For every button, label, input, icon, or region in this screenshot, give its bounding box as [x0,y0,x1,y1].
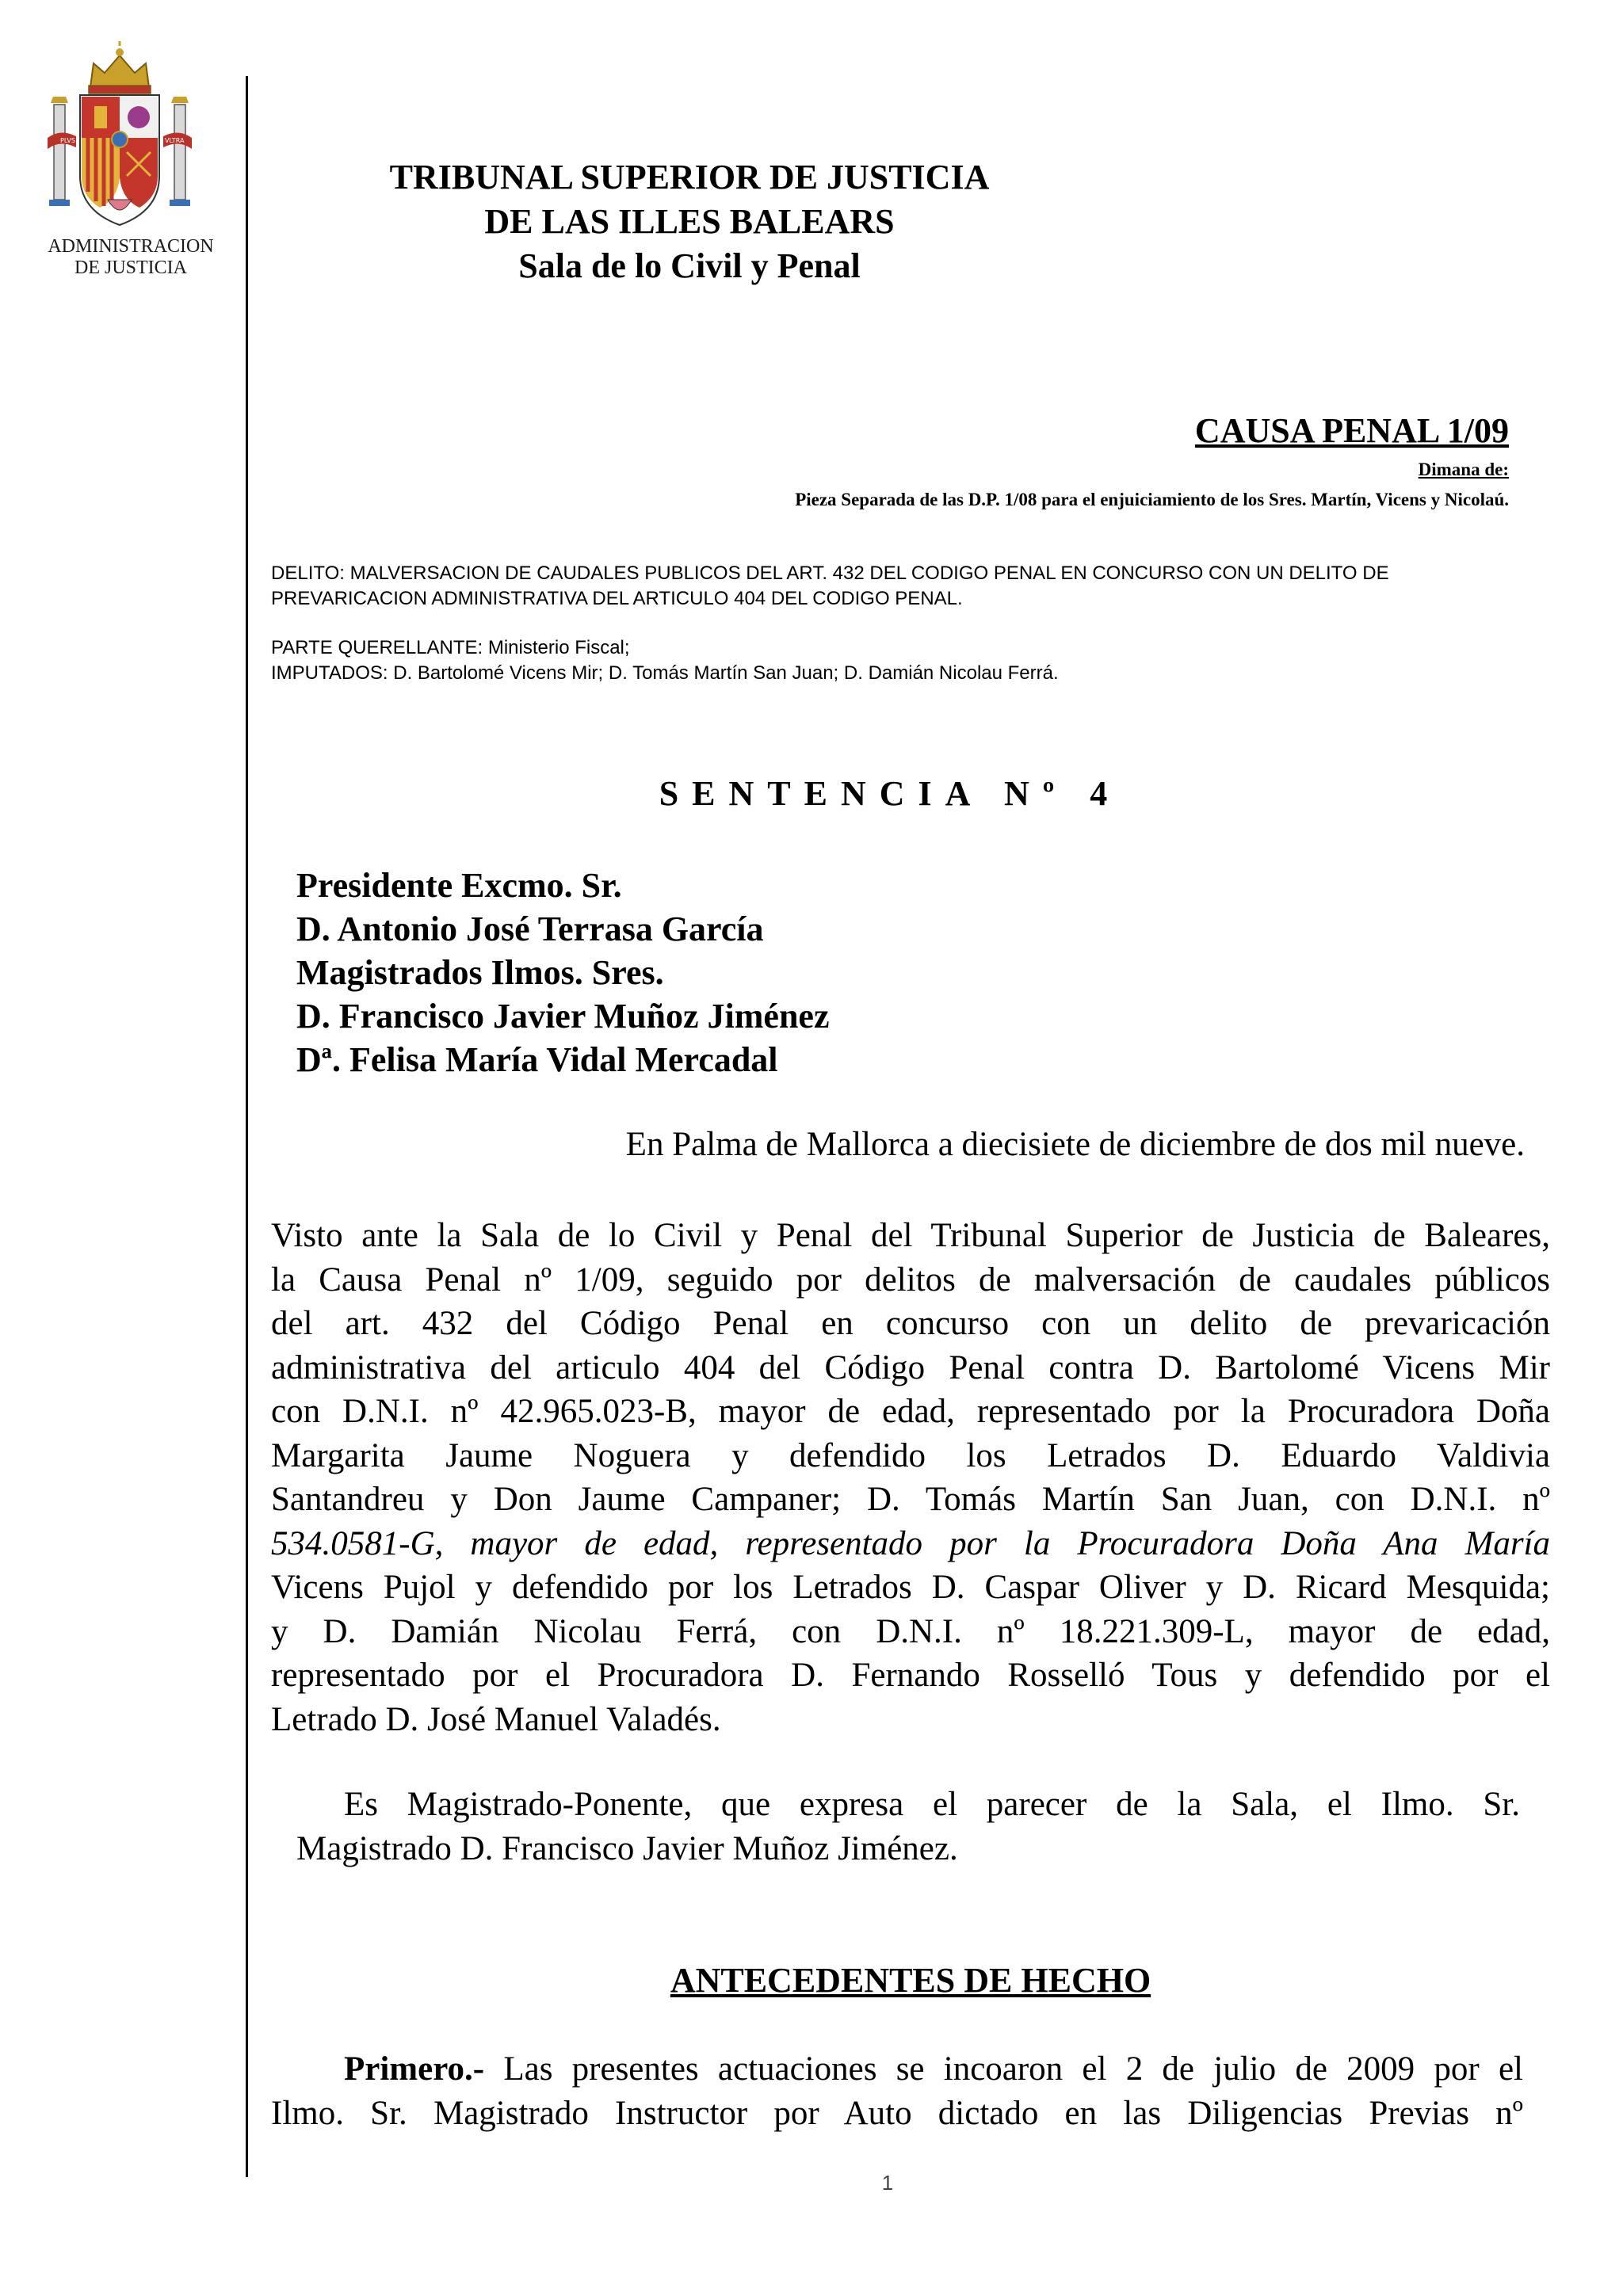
case-origin-detail: Pieza Separada de las D.P. 1/08 para el enjuiciamiento de los Sres. Martín, Vicens y Nicolaú. [795,490,1509,509]
paragraph-line: Ilmo. Sr. Magistrado Instructor por Auto dictado en las Diligencias Previas nº [271,2094,1523,2132]
judge-line: D. Francisco Javier Muñoz Jiménez [296,997,830,1035]
crest-graphic [44,41,195,239]
primero-label: Primero.- [344,2050,485,2088]
paragraph-line: Visto ante la Sala de lo Civil y Penal del Tribunal Superior de Justicia de Baleares, [271,1217,1550,1254]
judge-line: Magistrados Ilmos. Sres. [296,953,664,992]
paragraph-line: Margarita Jaume Noguera y defendido los Letrados D. Eduardo Valdivia [271,1436,1550,1474]
crest-motto-left: PLVS [60,137,75,144]
judge-line: Dª. Felisa María Vidal Mercadal [296,1040,778,1079]
paragraph-line: Letrado D. José Manuel Valadés. [271,1700,721,1738]
page-number: 1 [881,2171,894,2195]
judges-list [296,864,829,1081]
section-heading: ANTECEDENTES DE HECHO [670,1961,1151,2000]
paragraph-line: representado por el Procuradora D. Fernando Rosselló Tous y defendido por el [271,1657,1550,1694]
sentence-title: SENTENCIA Nº 4 [659,774,1121,813]
court-name-line-1: TRIBUNAL SUPERIOR DE JUSTICIA [389,158,990,196]
paragraph-line: Es Magistrado-Ponente, que expresa el parecer de la Sala, el Ilmo. Sr. [344,1786,1520,1823]
paragraph-line: la Causa Penal nº 1/09, seguido por delitos de malversación de caudales públicos [271,1261,1550,1299]
admin-label-line-1: ADMINISTRACION [48,236,214,257]
paragraph-line: Santandreu y Don Jaume Campaner; D. Tomás Martín San Juan, con D.N.I. nº [271,1481,1550,1518]
paragraph-line: del art. 432 del Código Penal en concurso con un delito de prevaricación [271,1305,1550,1342]
court-chamber: Sala de lo Civil y Penal [518,246,861,285]
plaintiff-line: PARTE QUERELLANTE: Ministerio Fiscal; [271,637,630,658]
admin-label-line-2: DE JUSTICIA [74,257,187,278]
paragraph-line: 534.0581-G, mayor de edad, representado por la Procuradora Doña Ana María [271,1524,1550,1562]
case-title: CAUSA PENAL 1/09 [1194,411,1509,450]
paragraph-line: administrativa del articulo 404 del Código Penal contra D. Bartolomé Vicens Mir [271,1348,1550,1386]
case-origin-label: Dimana de: [1418,460,1509,479]
paragraph-line: Vicens Pujol y defendido por los Letrados D. Caspar Oliver y D. Ricard Mesquida; [271,1569,1550,1606]
court-name-line-2: DE LAS ILLES BALEARS [484,202,895,241]
ponente-paragraph [296,1783,1520,1871]
offense-line-2: PREVARICACION ADMINISTRATIVA DEL ARTICULO 404 DEL CODIGO PENAL. [271,588,963,609]
place-date: En Palma de Mallorca a diecisiete de diciembre de dos mil nueve. [625,1126,1525,1163]
judge-line: D. Antonio José Terrasa García [296,910,764,948]
defendants-line: IMPUTADOS: D. Bartolomé Vicens Mir; D. Tomás Martín San Juan; D. Damián Nicolau Ferrá. [271,662,1059,684]
paragraph-line: con D.N.I. nº 42.965.023-B, mayor de edad, representado por la Procuradora Doña [271,1393,1550,1430]
offense-line-1: DELITO: MALVERSACION DE CAUDALES PUBLICOS DEL ART. 432 DEL CODIGO PENAL EN CONCURSO CON UN DELITO DE [271,563,1389,584]
primero-paragraph [271,2047,1523,2135]
primero-text-1: Las presentes actuaciones se incoaron el 2 de julio de 2009 por el [503,2050,1523,2088]
margin-rule [246,76,248,2177]
paragraph-line: y D. Damián Nicolau Ferrá, con D.N.I. nº 18.221.309-L, mayor de edad, [271,1612,1550,1650]
paragraph-line [271,2047,1523,2092]
coat-of-arms-logo [44,41,195,239]
crest-motto-right: VLTRA [165,137,185,144]
visto-paragraph [271,1214,1550,1741]
paragraph-line: Magistrado D. Francisco Javier Muñoz Jiménez. [296,1829,958,1867]
admin-justicia-label [32,236,230,279]
judge-line: Presidente Excmo. Sr. [296,866,622,905]
